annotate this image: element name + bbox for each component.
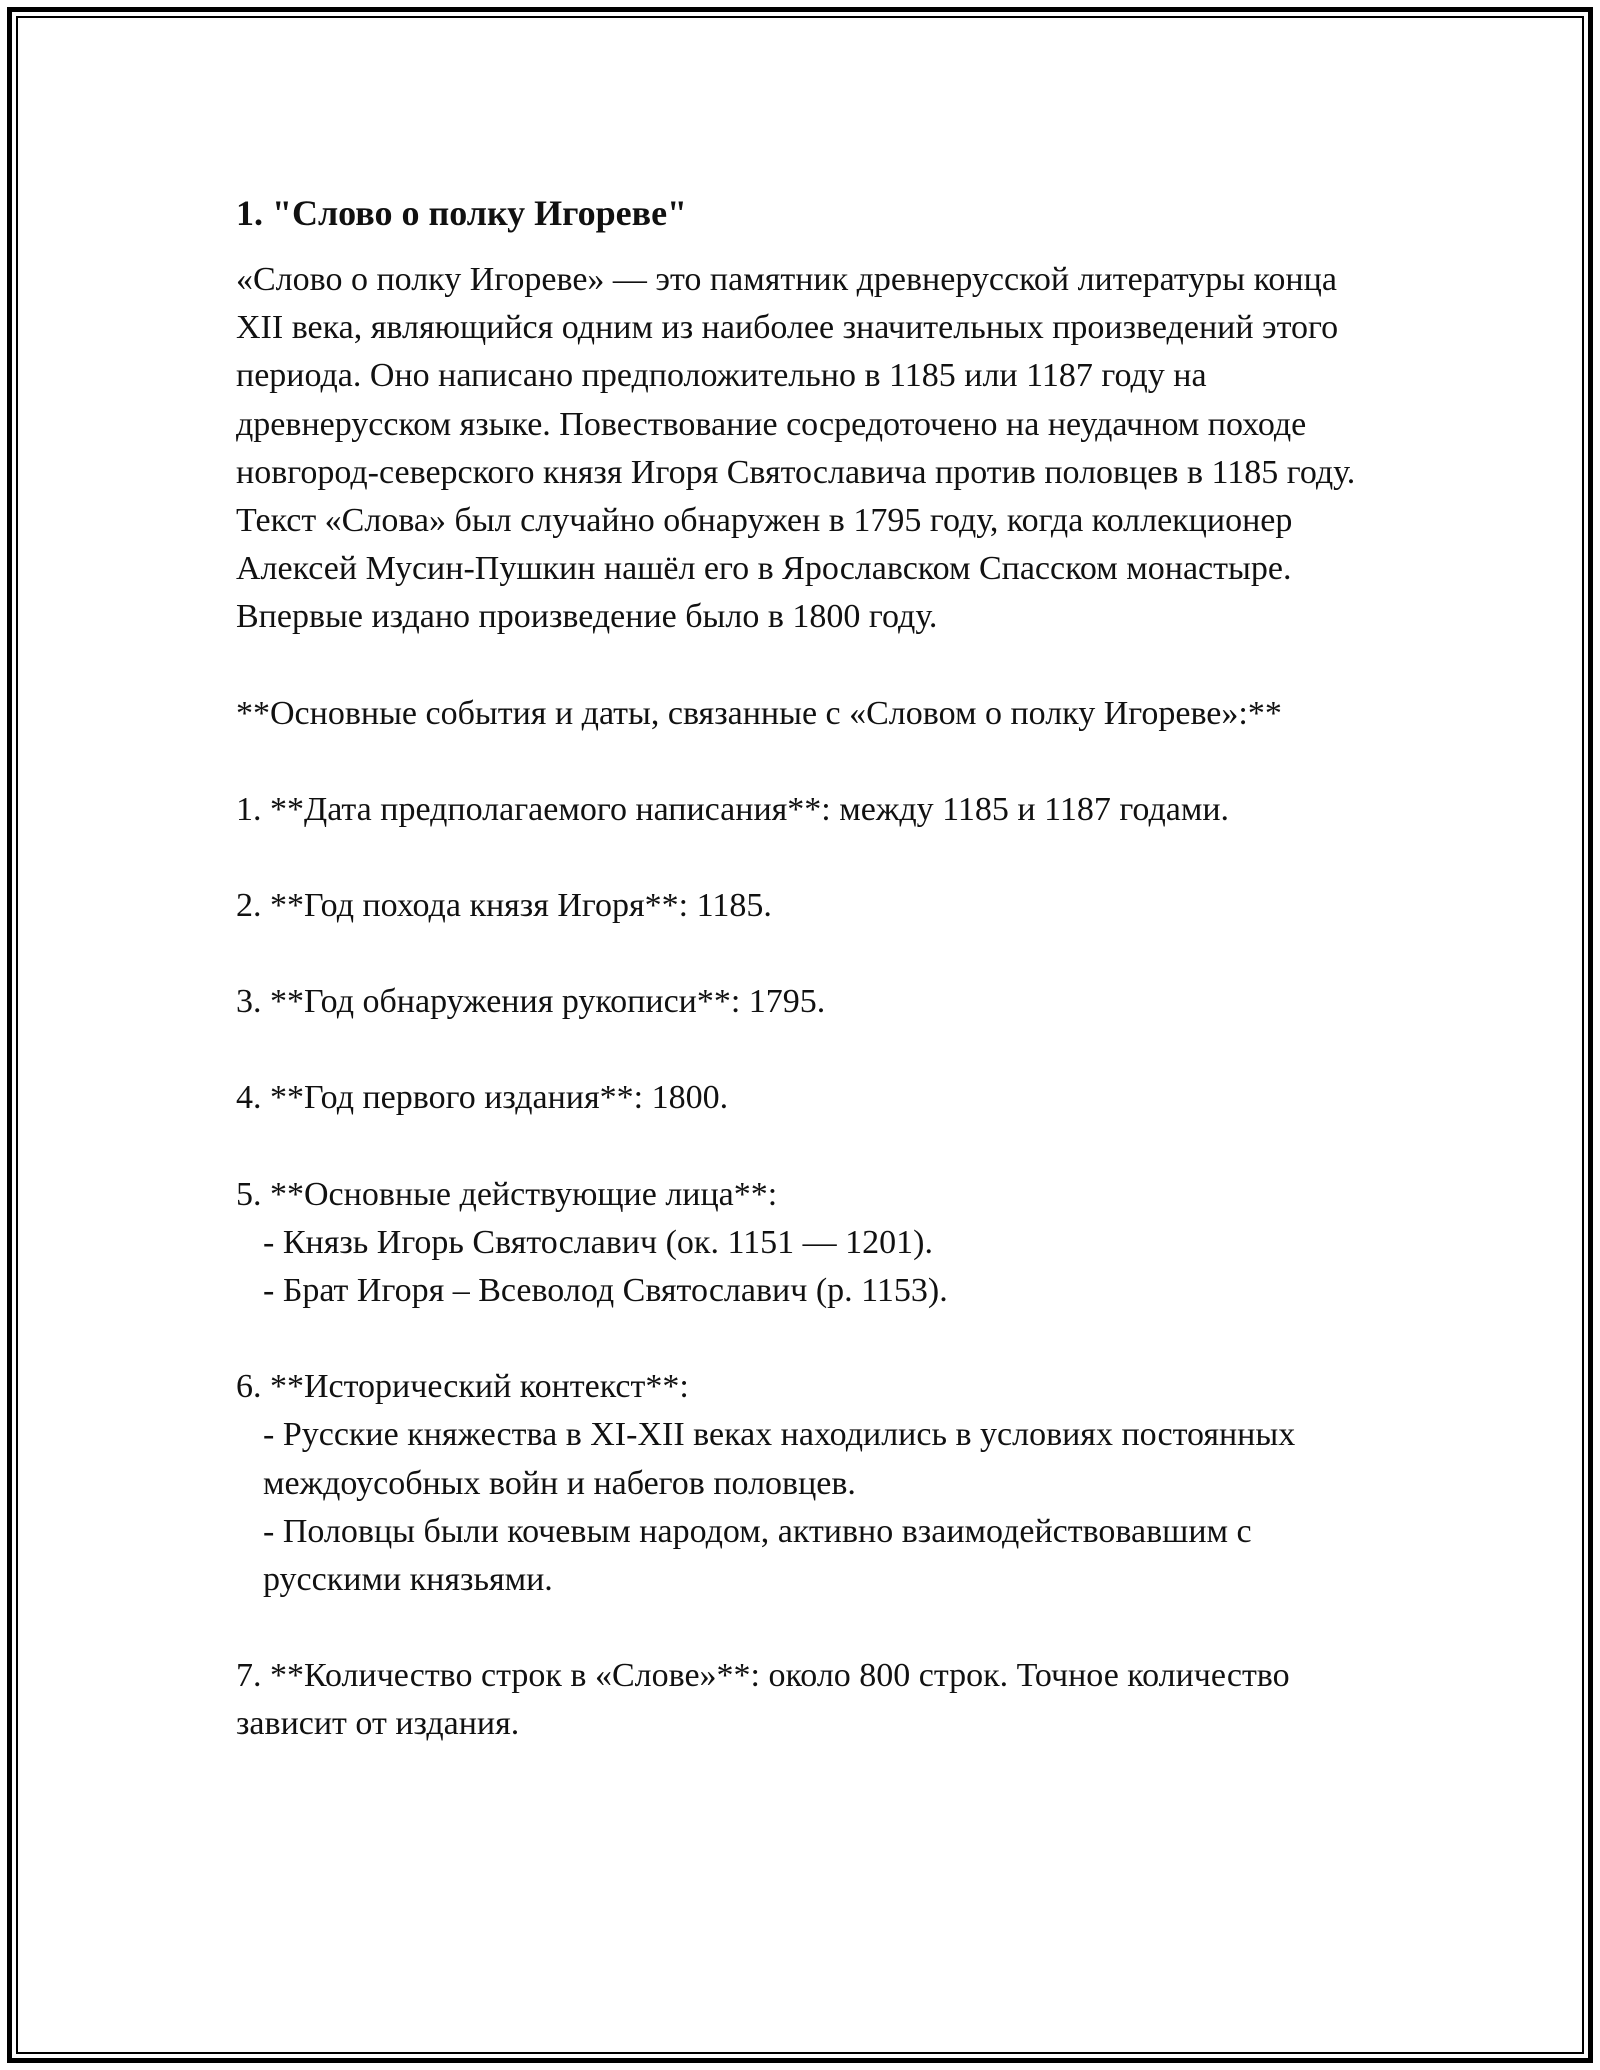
list-item-3 (236, 978, 1386, 1026)
list-item-text: 4. **Год первого издания**: 1800. (236, 1079, 729, 1117)
list-item-2 (236, 882, 1386, 930)
list-subitem: - Князь Игорь Святославич (ок. 1151 — 1201). (263, 1223, 934, 1261)
list-item-text: 2. **Год похода князя Игоря**: 1185. (236, 887, 772, 925)
list-item-text: 6. **Исторический контекст**: (236, 1368, 689, 1406)
list-item-text: 7. **Количество строк в «Слове»**: около 800 строк. Точное количество зависит от издания. (236, 1657, 1290, 1743)
intro-paragraph: «Слово о полку Игореве» — это памятник древнерусской литературы конца XII века, являющийся одним из наиболее значительных произведений этого периода. Оно написано предположительно в 1185 или 1187 году на древнерусском языке. Повествование сосредоточено на неудачном походе новгород-северского князя Игоря Святославича против половцев в 1185 году. Текст «Слова» был случайно обнаружен в 1795 году, когда коллекционер Алексей Мусин-Пушкин нашёл его в Ярославском Спасском монастыре. Впервые издано произведение было в 1800 году. (236, 261, 1356, 636)
list-subitem: - Брат Игоря – Всеволод Святославич (р. 1153). (263, 1272, 948, 1310)
list-item-5 (236, 1171, 1386, 1316)
list-subitem: - Половцы были кочевым народом, активно взаимодействовавшим с русскими князьями. (263, 1512, 1252, 1599)
list-item-7 (236, 1652, 1386, 1748)
section-heading: **Основные события и даты, связанные с «Словом о полку Игореве»:** (236, 694, 1282, 732)
list-subitem: - Русские княжества в XI-XII веках находились в условиях постоянных междоусобных войн и набегов половцев. (263, 1416, 1296, 1502)
list-item-text: 5. **Основные действующие лица**: (236, 1175, 778, 1213)
list-item-4 (236, 1074, 1386, 1122)
list-item-text: 1. **Дата предполагаемого написания**: между 1185 и 1187 годами. (236, 790, 1230, 828)
document-body (236, 186, 1386, 1749)
list-item-1 (236, 786, 1386, 834)
list-item-6 (236, 1363, 1386, 1604)
document-title: 1. "Слово о полку Игореве" (236, 193, 688, 233)
list-item-text: 3. **Год обнаружения рукописи**: 1795. (236, 983, 826, 1021)
